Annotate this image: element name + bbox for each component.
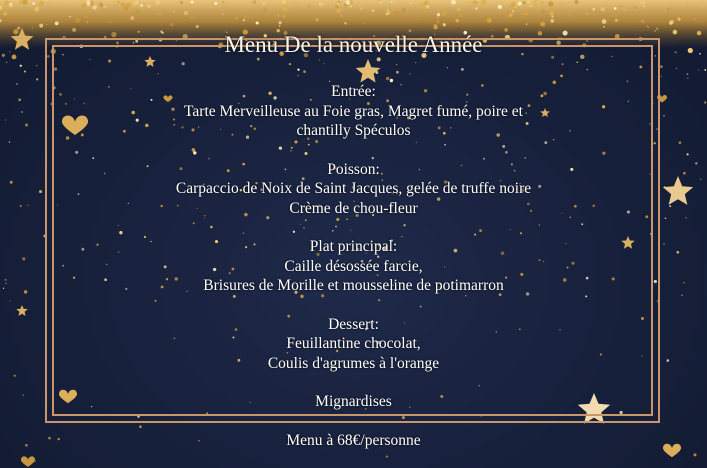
section-heading: Mignardises: [315, 393, 392, 410]
menu-body: [0, 82, 707, 431]
dish-line: Crème de chou-fleur: [289, 199, 418, 217]
section-poisson: [0, 160, 707, 219]
price-line: Menu à 68€/personne: [286, 432, 421, 449]
section-dessert: [0, 315, 707, 374]
section-heading: Plat principal:: [309, 238, 398, 255]
section-mignardises: [0, 392, 707, 412]
section-heading: Entrée:: [331, 83, 376, 100]
dish-line: Feuillantine chocolat,: [286, 335, 421, 352]
dish-line: Carpaccio de Noix de Saint Jacques, gelée de truffe noire: [175, 180, 532, 197]
dish-line: Brisures de Morille et mousseline de potimarron: [203, 277, 504, 294]
section-heading: Poisson:: [327, 160, 380, 178]
dish-line: Caille désossée farcie,: [284, 257, 423, 275]
dish-line: chantilly Spéculos: [296, 122, 411, 139]
dish-line: Coulis d'agrumes à l'orange: [267, 354, 440, 372]
gold-heart-icon: [21, 456, 35, 467]
section-entree: [0, 82, 707, 141]
section-heading: Dessert:: [328, 315, 379, 333]
dish-line: Tarte Merveilleuse au Foie gras, Magret fumé, poire et: [184, 102, 523, 120]
menu-title: Menu De la nouvelle Année: [224, 32, 483, 57]
gold-star-icon: [356, 59, 381, 83]
section-plat-principal: [0, 237, 707, 296]
